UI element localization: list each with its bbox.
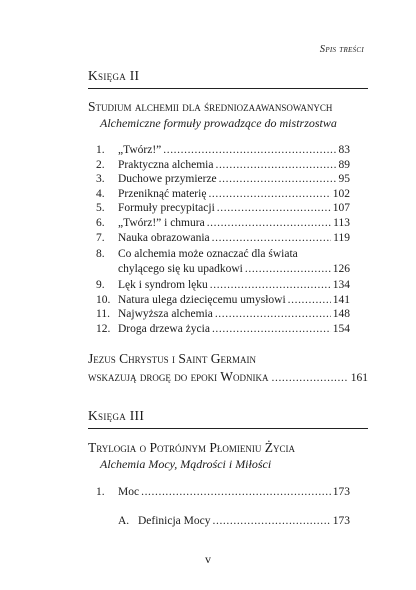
toc-entry[interactable] [96, 307, 350, 322]
section-subtitle-ii: Alchemiczne formuły prowadzące do mistrzostwa [100, 116, 337, 130]
page-number: v [205, 552, 211, 566]
leader-dots [163, 143, 336, 158]
section-title-ii: Studium alchemii dla średniozaawansowanych [88, 99, 333, 114]
toc-entry-page: 173 [332, 486, 350, 498]
toc-entry[interactable] [96, 158, 350, 173]
toc-entry-num: 10. [96, 293, 111, 306]
toc-entry-num: 1. [96, 486, 105, 498]
toc-entry-num: 7. [96, 231, 105, 244]
book-heading-iii: Księga III [88, 408, 145, 423]
toc-entry-text: Przeniknąć materię [118, 187, 207, 200]
book-rule-iii [88, 428, 368, 429]
toc-entry-num: 9. [96, 279, 105, 291]
toc-entry-text: Nauka obrazowania [118, 231, 210, 244]
leader-dots [215, 307, 331, 322]
toc-entry-page: 102 [332, 187, 350, 200]
toc-entry-page: 161 [350, 372, 368, 384]
toc-entry-page: 95 [338, 173, 350, 186]
leader-dots [208, 187, 330, 202]
toc-list-ii [96, 143, 350, 245]
toc-entry-page: 141 [332, 293, 350, 306]
toc-entry-text: Praktyczna alchemia [118, 158, 214, 171]
toc-entry[interactable] [96, 322, 350, 337]
toc-entry-page: 134 [332, 279, 350, 291]
toc-entry-page: 173 [332, 515, 350, 527]
toc-entry[interactable] [96, 172, 350, 187]
leader-dots [213, 514, 331, 529]
toc-entry-text: Natura ulega dziecięcemu umysłowi [118, 293, 286, 306]
toc-entry-page: 83 [338, 144, 350, 156]
toc-entry-definicja[interactable] [118, 514, 350, 529]
leader-dots [212, 322, 331, 337]
toc-entry-text-line2: chylącego się ku upadkowi [118, 262, 243, 275]
toc-entry-text: Definicja Mocy [138, 515, 211, 527]
toc-entry-num: 6. [96, 216, 105, 229]
toc-entry-jezus[interactable] [88, 350, 368, 387]
toc-entry-text: Droga drzewa życia [118, 322, 210, 335]
toc-entry-text: Lęk i syndrom lęku [118, 279, 208, 291]
leader-dots [215, 158, 336, 173]
toc-entry-text: „Twórz!” [118, 144, 162, 156]
toc-entry-num: 11. [96, 308, 110, 321]
toc-entry[interactable] [96, 231, 350, 246]
toc-entry[interactable] [96, 278, 350, 293]
leader-dots [288, 293, 331, 308]
toc-entry-page: 89 [338, 158, 350, 171]
toc-list-ii-b [96, 278, 350, 336]
toc-entry-text: Najwyższa alchemia [118, 308, 213, 321]
toc-entry-num: 3. [96, 173, 105, 186]
toc-entry-text: Moc [118, 486, 140, 498]
toc-entry-text: Formuły precypitacji [118, 202, 215, 215]
toc-entry-num: 12. [96, 322, 111, 335]
leader-dots [210, 278, 331, 293]
toc-entry-page: 113 [333, 216, 350, 229]
toc-entry-text-line1: Co alchemia może oznaczać dla świata [118, 248, 298, 260]
toc-entry-page: 126 [332, 262, 350, 275]
leader-dots [212, 231, 332, 246]
toc-entry-8[interactable] [96, 247, 350, 276]
toc-entry-page: 154 [332, 322, 350, 335]
book-rule-ii [88, 88, 368, 89]
toc-entry-jezus-line1: Jezus Chrystus i Saint Germain [88, 351, 257, 366]
leader-dots [207, 216, 331, 231]
toc-entry-page: 148 [332, 308, 350, 321]
leader-dots [217, 201, 331, 216]
leader-dots [272, 369, 348, 387]
running-head: Spis treści [319, 44, 364, 55]
toc-entry[interactable] [96, 293, 350, 308]
toc-entry-num: A. [118, 515, 130, 527]
toc-entry-page: 107 [332, 202, 350, 215]
toc-entry-text: Duchowe przymierze [118, 173, 217, 186]
toc-entry[interactable] [96, 187, 350, 202]
toc-entry-num: 2. [96, 158, 105, 171]
toc-entry-moc[interactable] [96, 485, 350, 500]
toc-entry-page: 119 [333, 231, 350, 244]
toc-entry-text: „Twórz!” i chmura [118, 216, 205, 229]
section-title-iii: Trylogia o Potrójnym Płomieniu Życia [88, 440, 295, 455]
section-subtitle-iii: Alchemia Mocy, Mądrości i Miłości [100, 457, 272, 471]
book-heading-ii: Księga II [88, 68, 140, 83]
toc-entry[interactable] [96, 216, 350, 231]
toc-entry-num: 4. [96, 187, 105, 200]
toc-entry-jezus-line2: wskazują drogę do epoki Wodnika [88, 369, 269, 384]
leader-dots [245, 262, 331, 277]
toc-entry[interactable] [96, 143, 350, 158]
toc-entry-num: 8. [96, 248, 105, 260]
leader-dots [141, 485, 331, 500]
toc-entry-num: 1. [96, 144, 105, 156]
leader-dots [219, 172, 337, 187]
toc-entry[interactable] [96, 201, 350, 216]
toc-entry-num: 5. [96, 202, 105, 215]
